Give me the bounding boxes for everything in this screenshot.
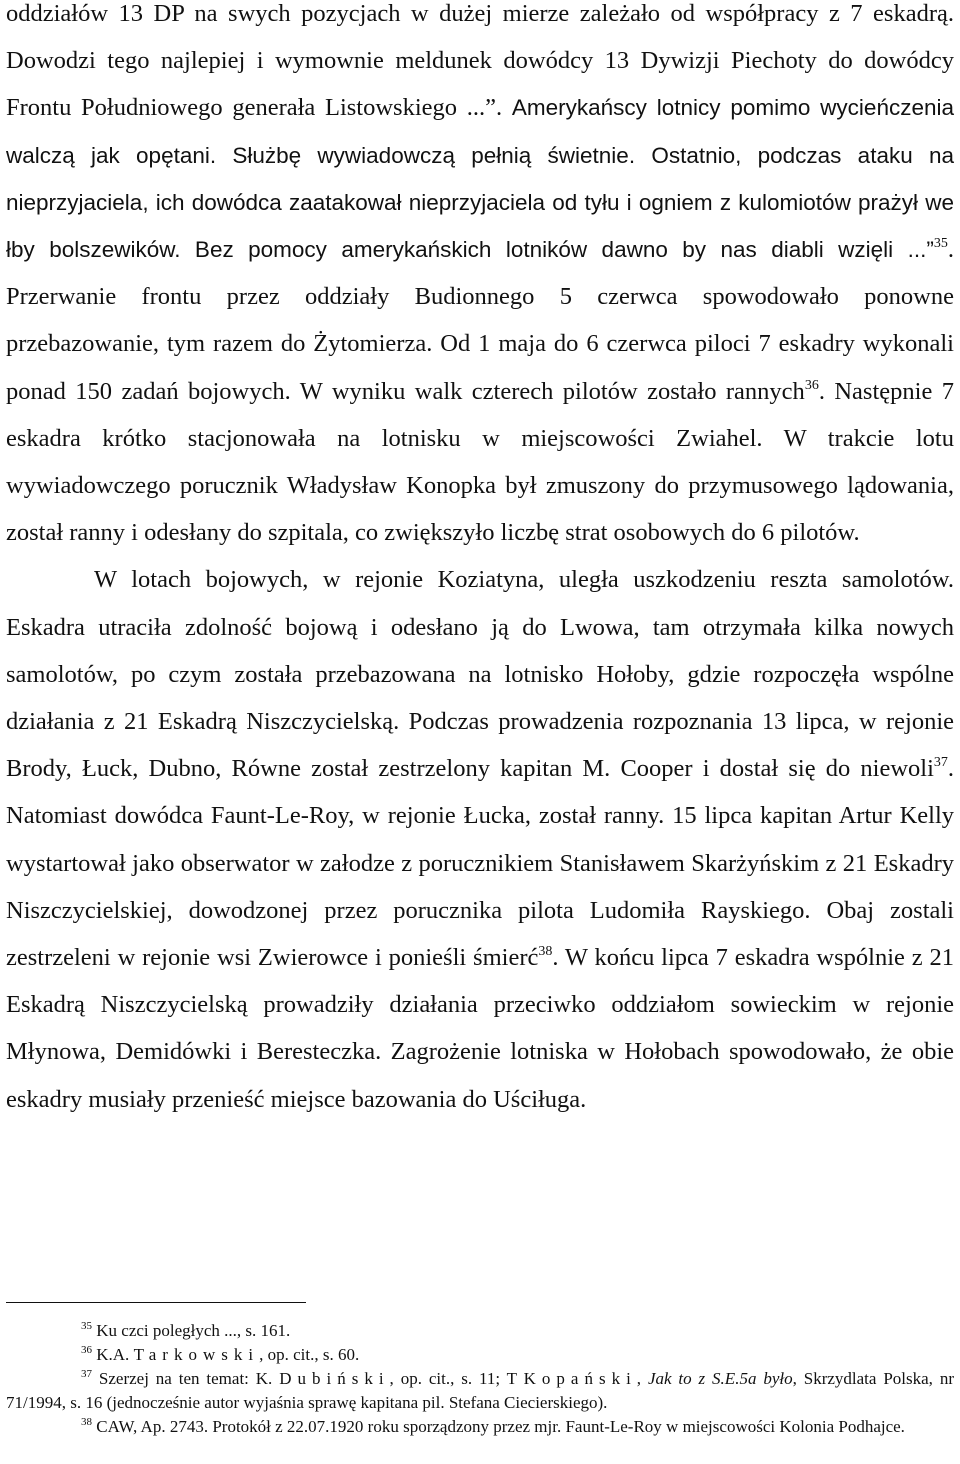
footnote-author: Tarkowski — [133, 1345, 260, 1364]
footnote-ref-36[interactable]: 36 — [804, 377, 819, 393]
paragraph-text: . Przerwanie frontu przez oddziały Budionnego 5 czerwca spowodowało ponowne przebazowanie, tym razem do Żytomierza. — [6, 236, 954, 358]
paragraph-text: Od 1 maja do 6 czerwca piloci 7 eskadry wykonali ponad 150 zadań bojowych. W wyniku walk czterech pilotów zostało rannych — [6, 330, 954, 405]
paragraph-text: . W końcu lipca 7 eskadra wspólnie z 21 Eskadrą Niszczycielską prowadziły działania przeciwko oddziałom sowieckim w rejonie Młynowa, Demidówki i Beresteczka. Zagrożenie lotniska w Hołobach spowodowało, że obie eskadry musiały przenieść miejsce bazowania do Uściługa. — [6, 944, 954, 1113]
footnote-author: Kopański — [523, 1369, 637, 1388]
footnote-text: , — [636, 1369, 648, 1388]
paragraph-text: W lotach bojowych, w rejonie Koziatyna, uległa uszkodzeniu reszta samolotów. Eskadra utraciła zdolność bojową i odesłano ją do Lwowa, tam otrzymała kilka nowych samolotów, po czym została przebazowana na lotnisko Hołoby, gdzie rozpoczęła wspólne działania z 21 Eskadrą Niszczycielską. Podczas prowadzenia rozpoznania 13 lipca, w rejonie Brody, Łuck, Dubno, Równe został zestrzelony kapitan M. Cooper i dostał się do niewoli — [6, 566, 954, 783]
footnote-35 — [6, 1319, 954, 1343]
footnote-author: Dubiński — [279, 1369, 390, 1388]
body-paragraph-1 — [6, 0, 954, 556]
footnote-text: Ku czci poległych ..., s. 161. — [92, 1321, 291, 1340]
footnote-text: , Skrzydlata Polska, nr 71/1994, s. 16 (jednocześnie autor wyjaśnia sprawę kapitana pil. Stefana Ciecierskiego). — [6, 1369, 954, 1412]
paragraph-text: . Natomiast dowódca Faunt-Le-Roy, w rejonie Łucka, został ranny. 15 lipca kapitan Artur Kelly wystartował jako obserwator w załodze z porucznikiem Stanisławem Skarżyńskim z 21 Eskadry Niszczycielskiej, dowodzonej przez porucznika pilota Ludomiła Rayskiego. Obaj zostali zestrzeleni w rejonie wsi Zwierowce i ponieśli śmierć — [6, 755, 954, 972]
paragraph-text: . Następnie 7 eskadra krótko stacjonowała na lotnisku w miejscowości Zwiahel. W trakcie lotu wywiadowczego porucznik Władysław Konopka był zmuszony do przymusowego lądowania, został ranny i odesłany do szpitala, co zwiększyło liczbę strat osobowych do 6 pilotów. — [6, 377, 954, 547]
footnote-title: Jak to z S.E.5a było — [647, 1369, 793, 1388]
footnote-ref-35[interactable]: 35 — [933, 236, 948, 252]
footnote-number: 35 — [81, 1320, 92, 1332]
document-page — [6, 0, 954, 1123]
footnotes-section — [6, 1302, 954, 1439]
footnote-ref-37[interactable]: 37 — [933, 755, 948, 771]
footnote-text: CAW, Ap. 2743. Protokół z 22.07.1920 roku sporządzony przez mjr. Faunt-Le-Roy w miejscowości Kolonia Podhajce. — [92, 1417, 905, 1436]
footnote-text: , op. cit., s. 60. — [259, 1345, 360, 1364]
footnote-text: K.A. — [92, 1345, 134, 1364]
footnote-number: 36 — [81, 1344, 92, 1356]
footnote-number: 38 — [81, 1416, 92, 1428]
footnote-text: , op. cit., s. 11; T — [389, 1369, 524, 1388]
footnote-ref-38[interactable]: 38 — [538, 944, 553, 960]
footnote-38 — [6, 1415, 954, 1439]
body-paragraph-2 — [6, 556, 954, 1122]
footnote-37 — [6, 1367, 954, 1415]
quoted-report-text: Amerykańscy lotnicy pomimo wycieńczenia walczą jak opętani. Służbę wywiadowczą pełnią świetnie. Ostatnio, podczas ataku na nieprzyjaciela, ich dowódca zaatakował nieprzyjaciela od tyłu i ogniem z kulomiotów prażył we łby bolszewików. Bez pomocy amerykańskich lotników dawno by nas diabli wzięli ...” — [6, 95, 954, 263]
footnote-separator — [6, 1302, 306, 1303]
footnote-36 — [6, 1343, 954, 1367]
footnote-number: 37 — [81, 1368, 92, 1380]
paragraph-text: oddziałów 13 DP na swych pozycjach w dużej mierze zależało od współpracy z 7 eskadrą. Dowodzi tego najlepiej i wymownie meldunek dowódcy 13 Dywizji Piechoty do dowódcy Frontu Południowego generała Listowskiego ...”. — [6, 0, 954, 122]
footnote-text: Szerzej na ten temat: K. — [92, 1369, 280, 1388]
